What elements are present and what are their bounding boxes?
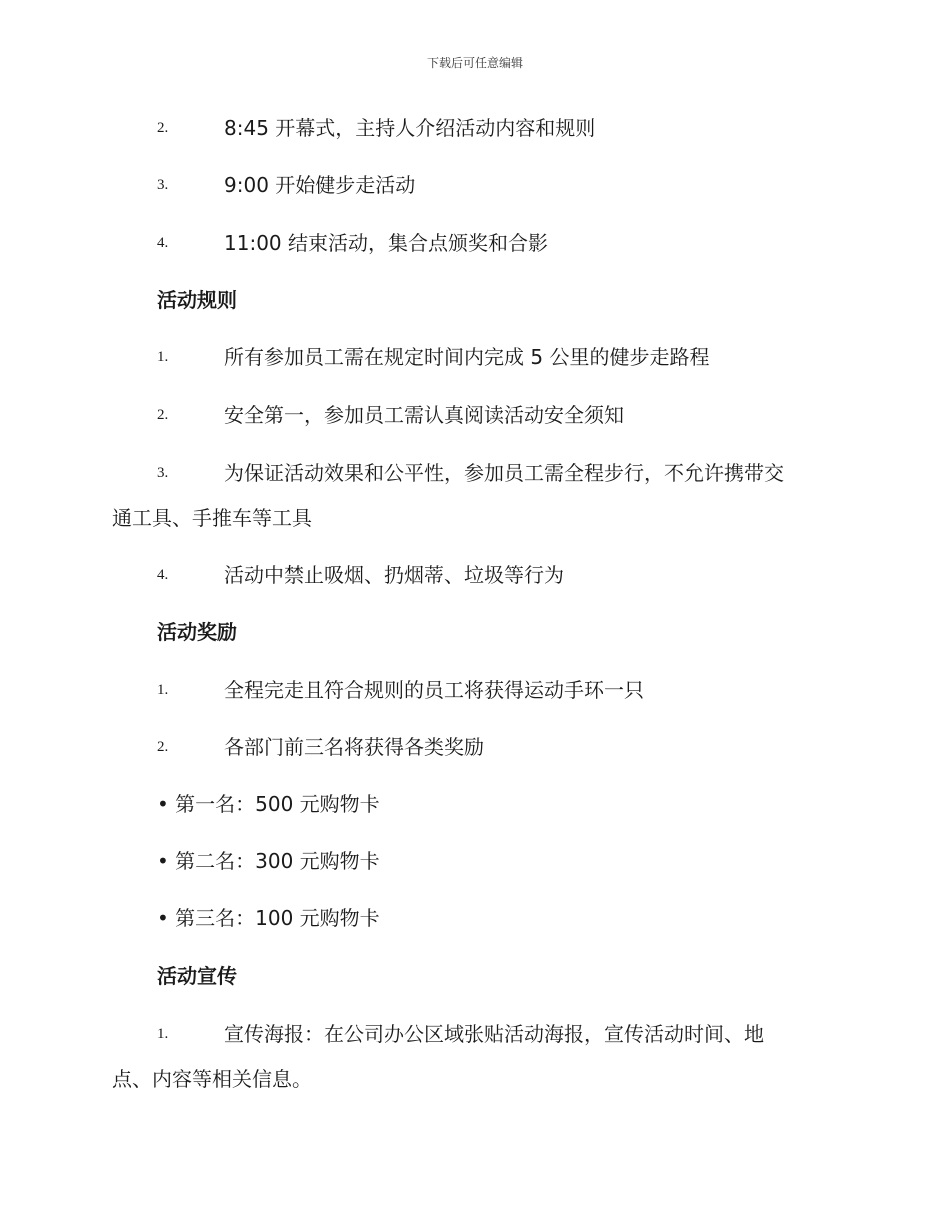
- item-text: 宣传海报：在公司办公区域张贴活动海报，宣传活动时间、地: [224, 1022, 764, 1046]
- item-number: 3.: [157, 177, 169, 193]
- item-text: 各部门前三名将获得各类奖励: [224, 735, 484, 759]
- item-number: 1.: [157, 682, 169, 698]
- page-header: 下载后可任意编辑: [426, 56, 523, 70]
- item-text: 8:45 开幕式，主持人介绍活动内容和规则: [224, 116, 596, 140]
- item-text: 9:00 开始健步走活动: [224, 173, 416, 197]
- item-number: 2.: [157, 120, 169, 136]
- item-number: 3.: [157, 465, 169, 481]
- item-number: 2.: [157, 407, 169, 423]
- item-number: 1.: [157, 349, 169, 365]
- item-number: 1.: [157, 1026, 169, 1042]
- item-text: 所有参加员工需在规定时间内完成 5 公里的健步走路程: [224, 345, 710, 369]
- item-text: 为保证活动效果和公平性，参加员工需全程步行，不允许携带交: [224, 461, 784, 485]
- item-number: 2.: [157, 739, 169, 755]
- item-number: 4.: [157, 567, 169, 583]
- item-text: 活动中禁止吸烟、扔烟蒂、垃圾等行为: [224, 563, 564, 587]
- item-text: 11:00 结束活动，集合点颁奖和合影: [224, 231, 548, 255]
- heading-text: 活动宣传: [157, 964, 237, 988]
- item-number: 4.: [157, 235, 169, 251]
- item-text: 安全第一，参加员工需认真阅读活动安全须知: [224, 403, 624, 427]
- item-text: 全程完走且符合规则的员工将获得运动手环一只: [224, 678, 644, 702]
- bullet-text: • 第三名：100 元购物卡: [157, 906, 380, 930]
- item-text-continued: 通工具、手推车等工具: [112, 506, 312, 530]
- bullet-text: • 第一名：500 元购物卡: [157, 792, 380, 816]
- item-text-continued: 点、内容等相关信息。: [112, 1067, 312, 1091]
- heading-text: 活动规则: [157, 288, 237, 312]
- bullet-text: • 第二名：300 元购物卡: [157, 849, 380, 873]
- heading-text: 活动奖励: [157, 620, 237, 644]
